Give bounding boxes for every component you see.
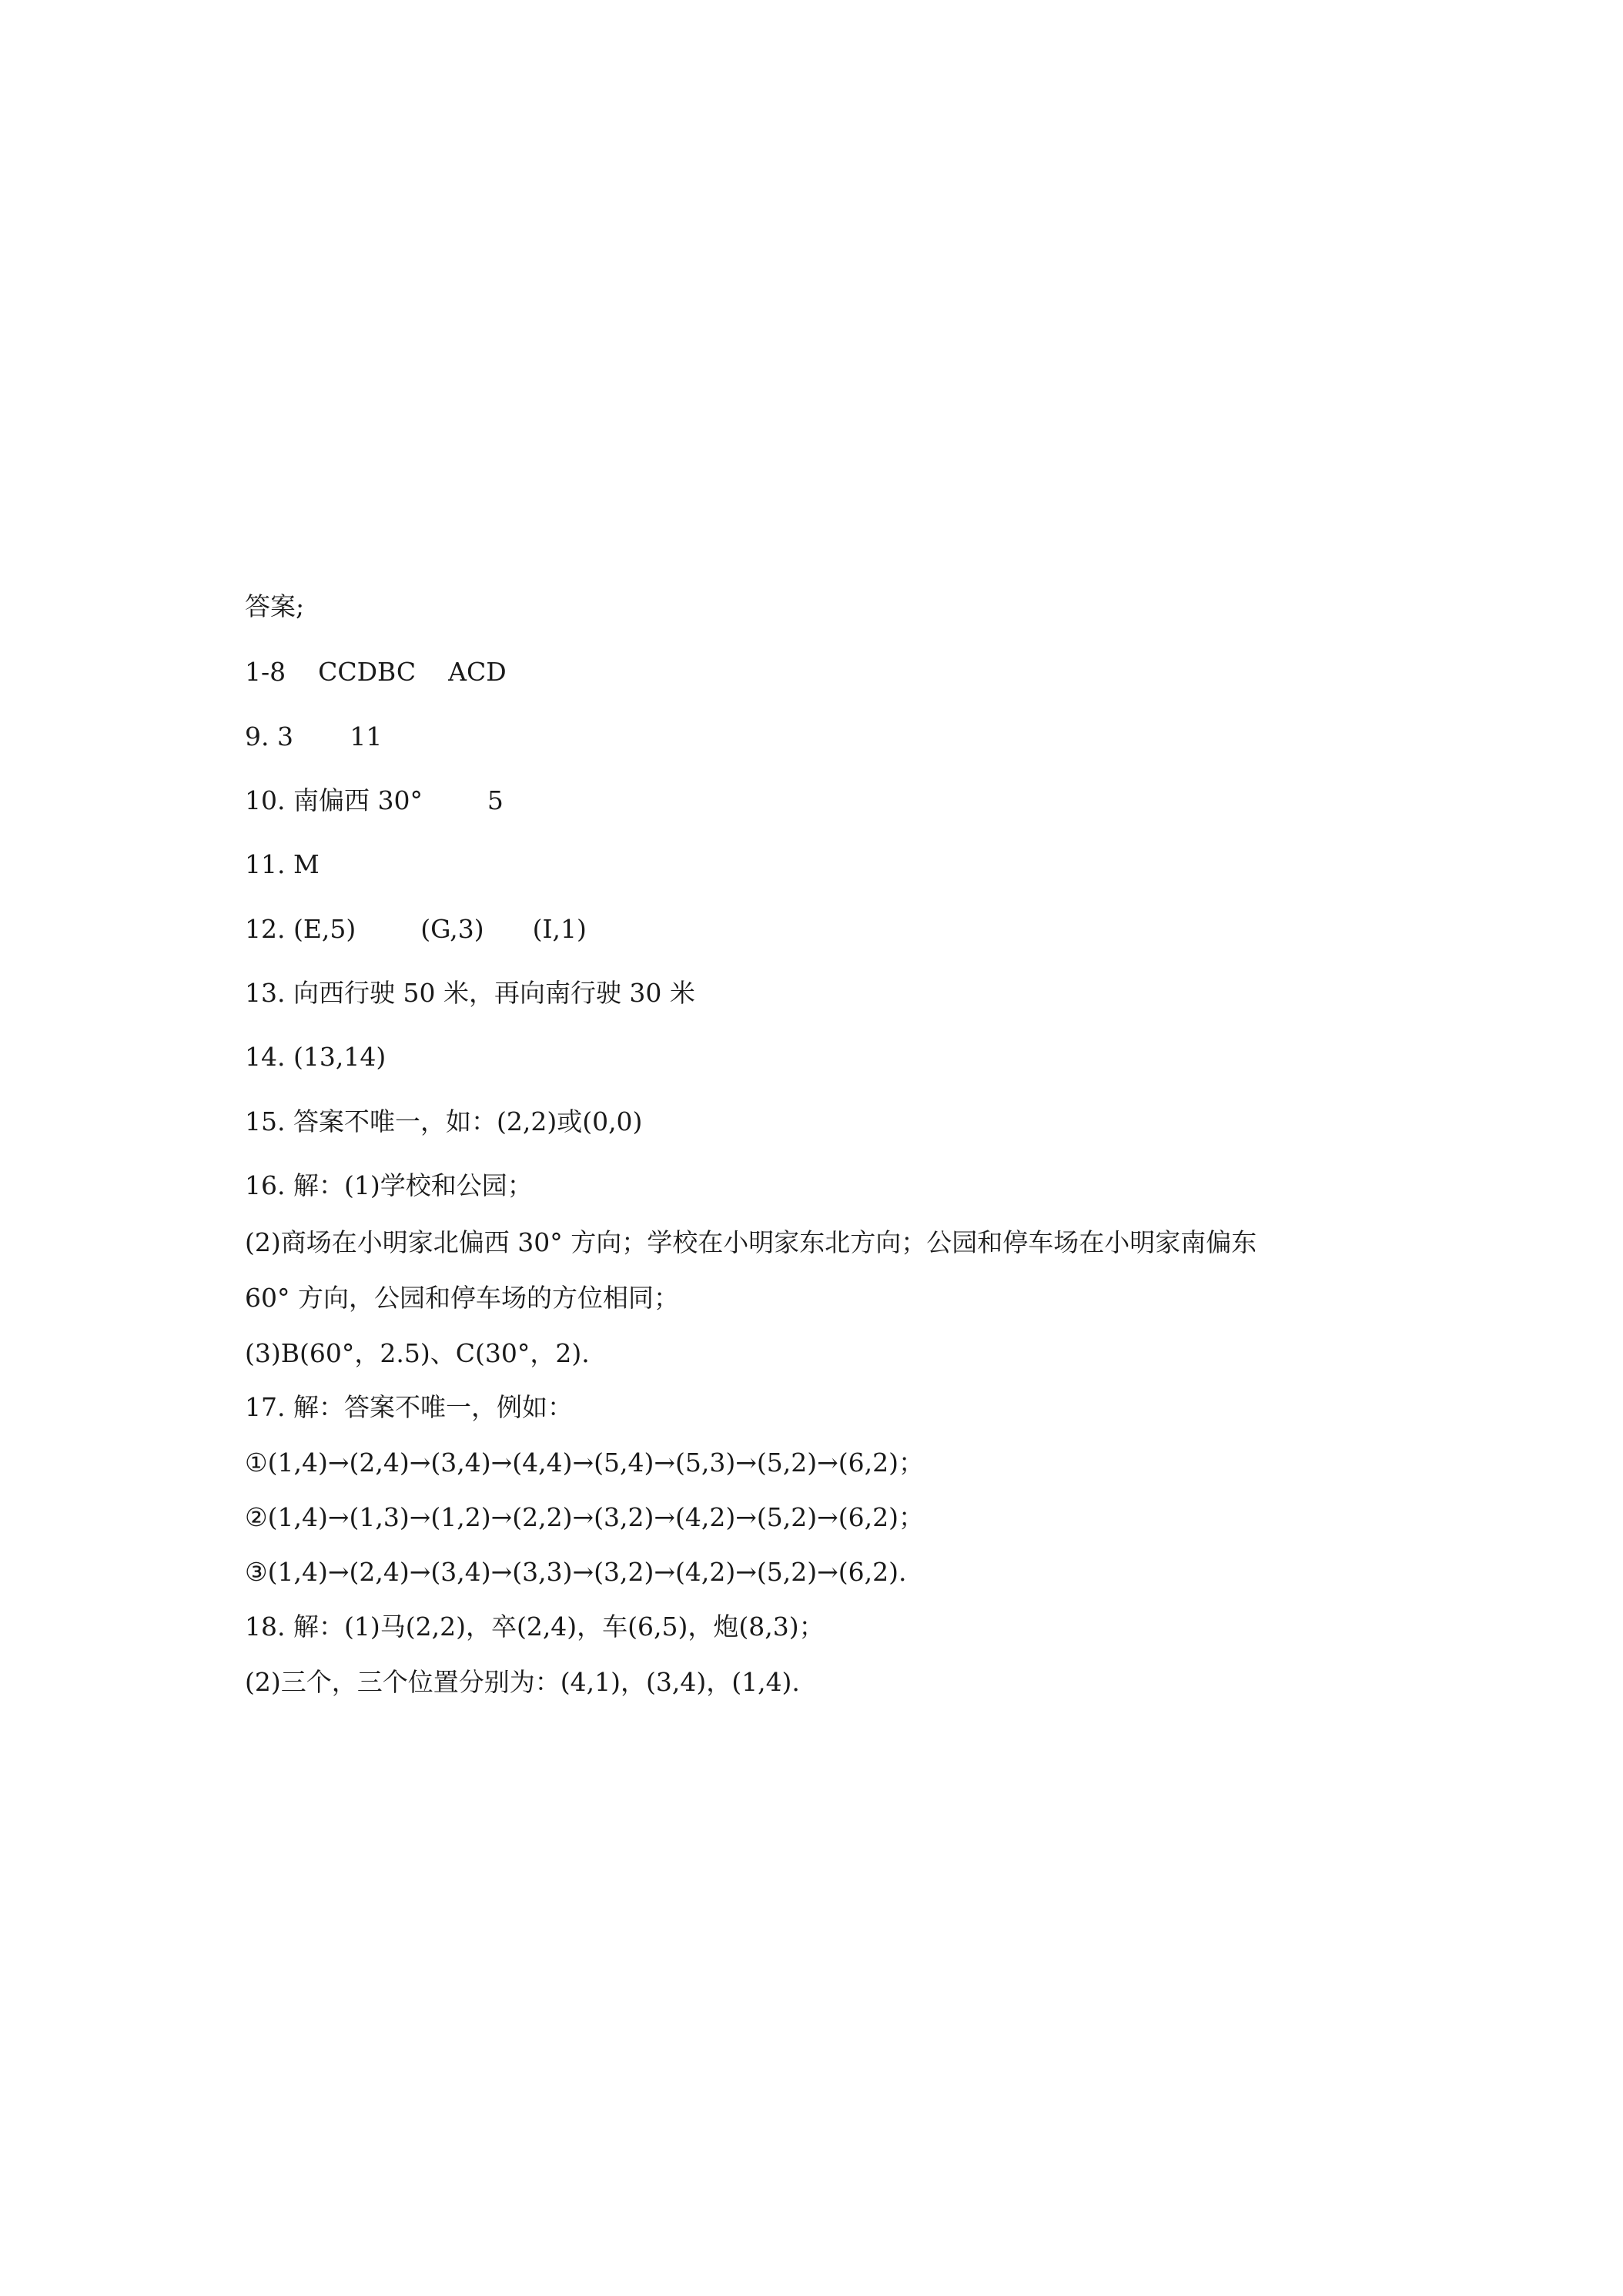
answer-line-17-route-1: ①(1,4)→(2,4)→(3,4)→(4,4)→(5,4)→(5,3)→(5,2)→(6,2)； [245,1448,924,1478]
answer-heading: 答案; [245,591,305,621]
answer-line-16-part-2-cont: 60° 方向，公园和停车场的方位相同； [245,1283,679,1313]
answer-line-18-part-2: (2)三个，三个位置分别为：(4,1)，(3,4)，(1,4). [245,1667,800,1697]
answer-line-17-route-3: ③(1,4)→(2,4)→(3,4)→(3,3)→(3,2)→(4,2)→(5,2)→(6,2). [245,1557,907,1587]
answer-line-15: 15. 答案不唯一，如：(2,2)或(0,0) [245,1106,643,1136]
answer-line-16-part-3: (3)B(60°，2.5)、C(30°，2). [245,1338,590,1368]
answer-line-13: 13. 向西行驶 50 米，再向南行驶 30 米 [245,978,695,1008]
answer-line-9: 9. 3 11 [245,721,383,751]
answer-line-16-part-1: 16. 解：(1)学校和公园； [245,1170,533,1200]
answer-line-10: 10. 南偏西 30° 5 [245,785,504,815]
answer-line-17: 17. 解：答案不唯一，例如： [245,1392,573,1422]
answer-line-14: 14. (13,14) [245,1042,387,1072]
answer-line-1-8: 1-8 CCDBC ACD [245,657,507,687]
answer-line-18-part-1: 18. 解：(1)马(2,2)，卒(2,4)，车(6,5)，炮(8,3)； [245,1612,825,1642]
answer-line-11: 11. M [245,849,320,879]
answer-line-16-part-2: (2)商场在小明家北偏西 30° 方向；学校在小明家东北方向；公园和停车场在小明家南偏东 [245,1227,1257,1257]
answer-line-12: 12. (E,5) (G,3) (I,1) [245,914,587,944]
answer-line-17-route-2: ②(1,4)→(1,3)→(1,2)→(2,2)→(3,2)→(4,2)→(5,2)→(6,2)； [245,1502,924,1532]
